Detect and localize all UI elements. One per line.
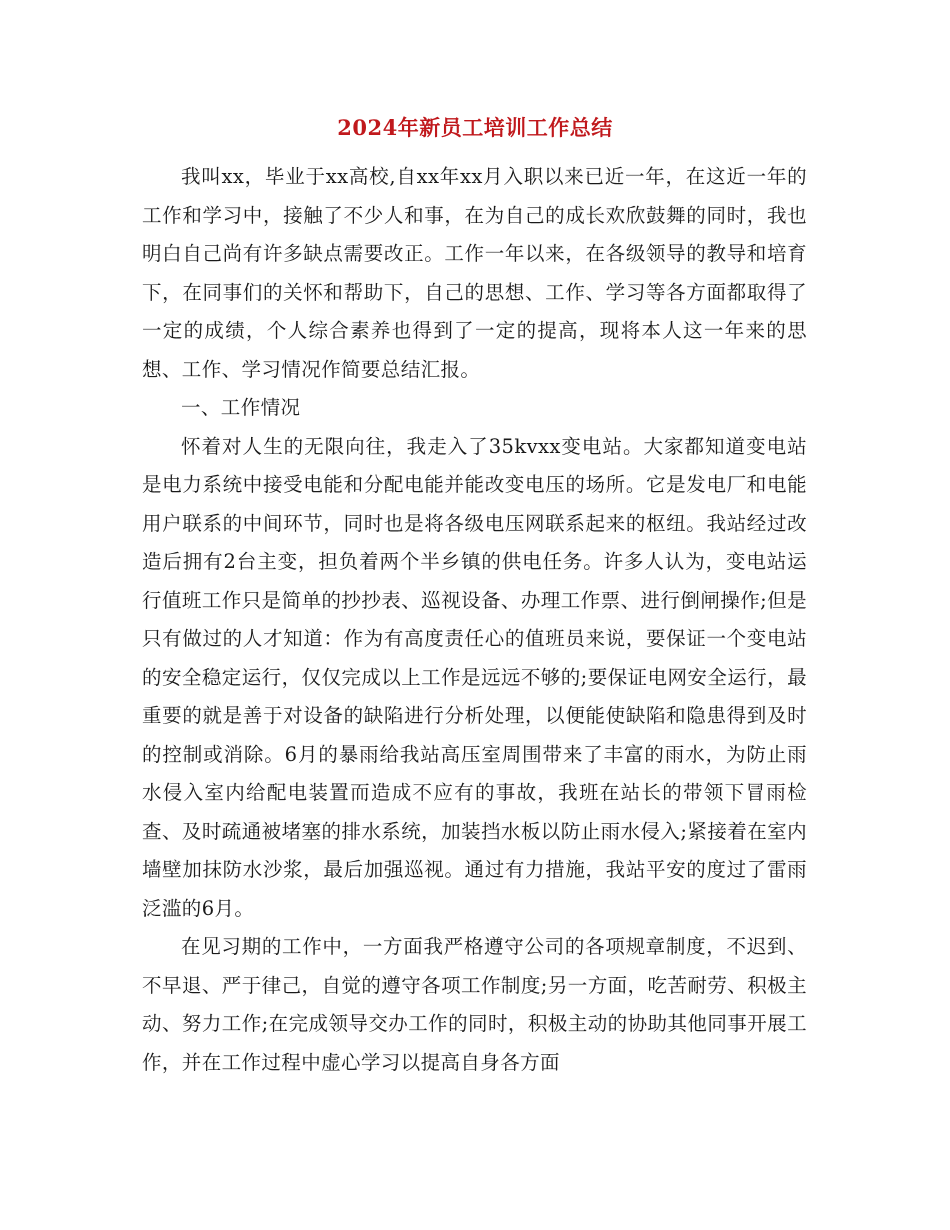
section-heading-work: 一、工作情况 (181, 396, 301, 419)
document-title: 2024年新员工培训工作总结 (337, 115, 613, 140)
paragraph-work-situation: 怀着对人生的无限向往，我走入了35kvxx变电站。大家都知道变电站是电力系统中接受电能和分配电能并能改变电压的场所。它是发电厂和电能用户联系的中间环节，同时也是将各级电压网联系起来的枢纽。我站经过改造后拥有2台主变，担负着两个半乡镇的供电任务。许多人认为，变电站运行值班工作只是简单的抄抄表、巡视设备、办理工作票、进行倒闸操作;但是只有做过的人才知道：作为有高度责任心的值班员来说，要保证一个变电站的安全稳定运行，仅仅完成以上工作是远远不够的;要保证电网安全运行，最重要的就是善于对设备的缺陷进行分析处理，以便能使缺陷和隐患得到及时的控制或消除。6月的暴雨给我站高压室周围带来了丰富的雨水，为防止雨水侵入室内给配电装置而造成不应有的事故，我班在站长的带领下冒雨检查、及时疏通被堵塞的排水系统，加装挡水板以防止雨水侵入;紧接着在室内墙壁加抹防水沙浆，最后加强巡视。通过有力措施，我站平安的度过了雷雨泛滥的6月。 (142, 434, 807, 920)
paragraph-internship: 在见习期的工作中，一方面我严格遵守公司的各项规章制度，不迟到、不早退、严于律己，自觉的遵守各项工作制度;另一方面，吃苦耐劳、积极主动、努力工作;在完成领导交办工作的同时，积极主动的协助其他同事开展工作，并在工作过程中虚心学习以提高自身各方面 (142, 935, 807, 1074)
document-body (142, 158, 807, 1082)
paragraph-intro: 我叫xx，毕业于xx高校,自xx年xx月入职以来已近一年，在这近一年的工作和学习中，接触了不少人和事，在为自己的成长欢欣鼓舞的同时，我也明白自己尚有许多缺点需要改正。工作一年以来，在各级领导的教导和培育下，在同事们的关怀和帮助下，自己的思想、工作、学习等各方面都取得了一定的成绩，个人综合素养也得到了一定的提高，现将本人这一年来的思想、工作、学习情况作简要总结汇报。 (142, 165, 807, 381)
